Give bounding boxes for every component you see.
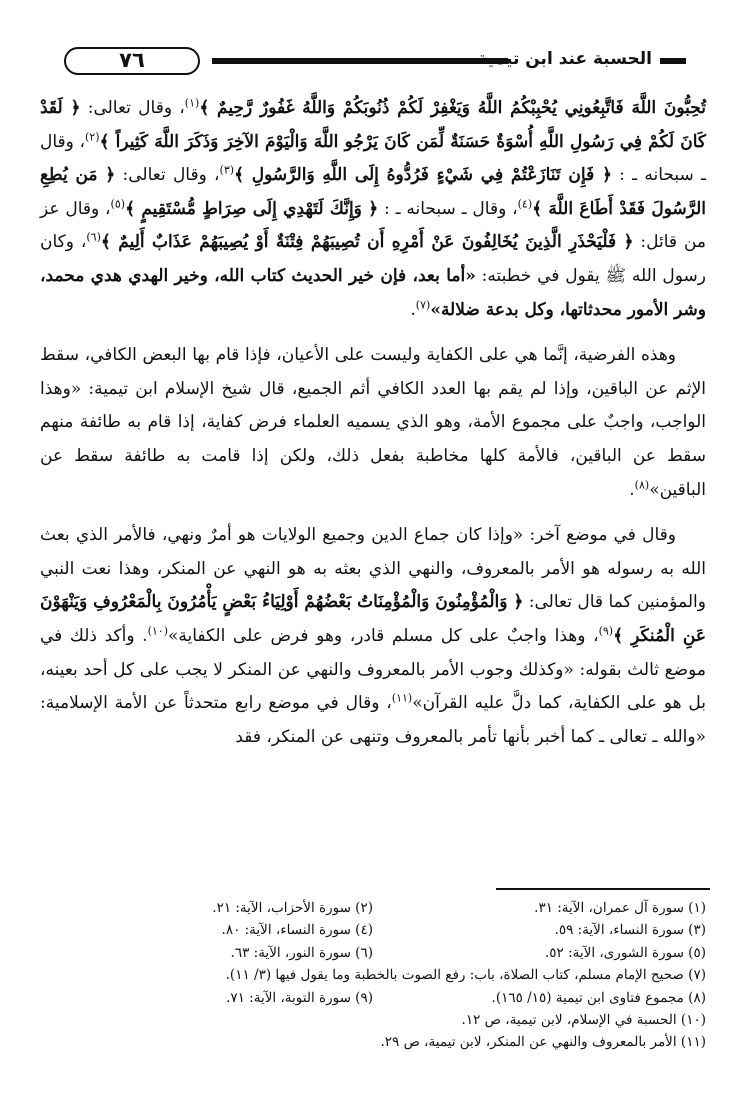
footnote-ref: (٤): [517, 197, 533, 211]
body-text: [40, 92, 706, 754]
footnote-ref: (٣): [219, 163, 235, 177]
quran-verse: ﴿ وَالْمُؤْمِنُونَ وَالْمُؤْمِنَاتُ بَعْضُهُمْ أَوْلِيَاءُ بَعْضٍ يَأْمُرُونَ بِالْمَعْرُوفِ وَيَنْهَوْنَ عَنِ الْمُنكَرِ ﴾: [40, 592, 707, 646]
quran-verse: ﴿ فَلْيَحْذَرِ الَّذِينَ يُخَالِفُونَ عَنْ أَمْرِهِ أَن تُصِيبَهُمْ فِتْنَةٌ أَوْ يُصِيبَهُمْ عَذَابٌ أَلِيمٌ ﴾: [100, 232, 634, 253]
paragraph-1: [40, 92, 706, 327]
footnote-2: (٢) سورة الأحزاب، الآية: ٢١.: [212, 900, 373, 916]
footnote-7: (٧) صحيح الإمام مسلم، كتاب الصلاة، باب: رفع الصوت بالخطبة وما يقول فيها (٣/ ١١).: [225, 967, 706, 984]
quran-verse: ﴿ وَإِنَّكَ لَتَهْدِي إِلَى صِرَاطٍ مُّسْتَقِيمٍ ﴾: [125, 198, 379, 219]
footnote-9: (٩) سورة التوبة، الآية: ٧١.: [226, 989, 373, 1006]
footnote-8: (٨) مجموع فتاوى ابن تيمية (١٥/ ١٦٥).: [491, 989, 706, 1006]
page-number: ٧٦: [64, 47, 200, 75]
footnote-ref: (١٠): [147, 624, 168, 638]
paragraph-2: [40, 339, 706, 507]
footnote-row: [40, 897, 706, 919]
footnote-1: (١) سورة آل عمران، الآية: ٣١.: [534, 900, 706, 916]
footnote-row: [40, 919, 706, 941]
quran-verse: ﴿ مَن يُطِعِ الرَّسُولَ فَقَدْ أَطَاعَ اللَّهَ ﴾: [40, 165, 706, 219]
header-rule-left: [212, 58, 508, 64]
body-run: ، وقال ـ سبحانه ـ :: [40, 131, 706, 186]
footnote-4: (٤) سورة النساء، الآية: ٨٠.: [221, 922, 373, 939]
footnote-3: (٣) سورة النساء، الآية: ٥٩.: [554, 922, 706, 939]
footnote-row: [40, 942, 706, 964]
body-run: ، وهذا واجبٌ على كل مسلم قادر، وهو فرض على الكفاية»: [168, 625, 599, 646]
footnote-ref: (٩): [598, 624, 614, 638]
footnotes: [40, 897, 706, 1054]
quran-verse: ﴿ لَقَدْ كَانَ لَكُمْ فِي رَسُولِ اللَّهِ أُسْوَةٌ حَسَنَةٌ لِّمَن كَانَ يَرْجُو اللَّهَ وَالْيَوْمَ الآخِرَ وَذَكَرَ اللَّهَ كَثِيراً ﴾: [40, 98, 706, 152]
footnote-ref: (٥): [110, 197, 126, 211]
body-run: ، وقال عز من قائل:: [40, 198, 707, 253]
footnote-row: [40, 987, 706, 1009]
body-run: ، وقال تعالى:: [115, 165, 220, 186]
footnote-ref: (١): [184, 96, 200, 110]
body-run: ، وقال تعالى:: [80, 98, 185, 118]
footnote-6: (٦) سورة النور، الآية: ٦٣.: [230, 944, 373, 961]
footnote-separator: [496, 888, 710, 890]
body-run: .: [629, 479, 635, 500]
footnote-ref: (١١): [391, 691, 413, 705]
body-run: ، وقال في موضع رابع متحدثاً عن الأمة الإسلامية: «والله ـ تعالى ـ كما أخبر بأنها تأمر بالمعروف وتنهى عن المنكر، فقد: [40, 693, 706, 747]
footnote-ref: (٦): [86, 230, 101, 244]
body-run: ، وكان رسول الله ﷺ يقول في خطبته:: [40, 232, 706, 286]
quran-verse: ﴿ فَإِن تَنَازَعْتُمْ فِي شَيْءٍ فَرُدُّوهُ إِلَى اللَّهِ وَالرَّسُولِ ﴾: [234, 165, 612, 186]
header-rule-right: [660, 58, 686, 64]
body-run: ، وقال ـ سبحانه ـ :: [378, 198, 518, 219]
footnote-ref: (٧): [415, 297, 431, 311]
quran-verse: تُحِبُّونَ اللَّهَ فَاتَّبِعُونِي يُحْبِبْكُمُ اللَّهُ وَيَغْفِرْ لَكُمْ ذُنُوبَكُمْ وَاللَّهُ غَفُورٌ رَّحِيمٌ ﴾: [199, 98, 706, 118]
hadith-quote: «أما بعد، فإن خير الحديث كتاب الله، وخير الهدي هدي محمد، وشر الأمور محدثاتها، وكل بدعة ضلالة»: [40, 265, 706, 320]
footnote-10: (١٠) الحسبة في الإسلام، لابن تيمية، ص ١٢.: [461, 1012, 706, 1029]
book-title: الحسبة عند ابن تيمية: [477, 49, 652, 69]
page-header: [60, 46, 686, 80]
footnote-ref: (٨): [634, 477, 650, 491]
body-run: وهذه الفرضية، إنَّما هي على الكفاية وليست على الأعيان، فإذا قام بها البعض الكافي، سقط الإثم عن الباقين، وإذا لم يقم بها العدد الكافي أثم الجميع، قال شيخ الإسلام ابن تيمية: «وهذا الواجب، واجبٌ على مجموع الأمة، وهو الذي يسميه العلماء فرض كفاية، إذا قام به طائفة منهم سقط عن الباقين، فالأمة كلها مخاطبة بفعل ذلك، ولكن إذا قامت به طائفة سقط عن الباقين»: [40, 345, 706, 500]
footnote-ref: (٢): [85, 129, 100, 143]
footnote-11: (١١) الأمر بالمعروف والنهي عن المنكر، لابن تيمية، ص ٢٩.: [380, 1034, 706, 1051]
body-run: وقال في موضع آخر: «وإذا كان جماع الدين وجميع الولايات هو أمرٌ ونهي، فالأمر الذي بعث الله به رسوله هو الأمر بالمعروف، والنهي الذي بعثه به هو النهي عن المنكر، وهذا نعت النبي والمؤمنين كما قال تعالى:: [40, 525, 706, 613]
body-run: . وأكد ذلك في موضع ثالث بقوله: «وكذلك وجوب الأمر بالمعروف والنهي عن المنكر لا يجب على كل أحد بعينه، بل هو على الكفاية، كما دلَّ عليه القرآن»: [40, 625, 706, 714]
paragraph-3: [40, 519, 706, 754]
body-run: .: [410, 299, 416, 320]
footnote-5: (٥) سورة الشورى، الآية: ٥٢.: [545, 944, 706, 961]
